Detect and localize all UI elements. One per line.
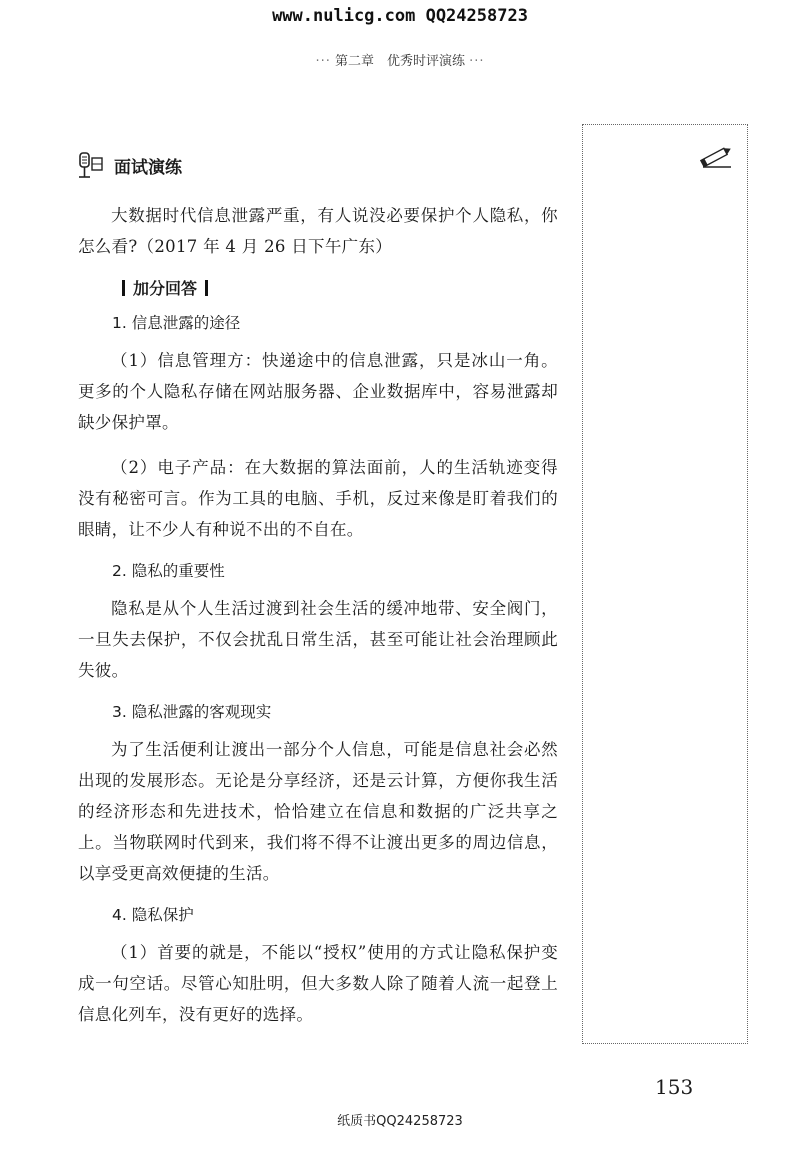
microphone-icon xyxy=(78,150,104,180)
paragraph-2: （2）电子产品：在大数据的算法面前，人的生活轨迹变得没有秘密可言。作为工具的电脑、手机，反过来像是盯着我们的眼睛，让不少人有种说不出的不自在。 xyxy=(78,458,558,539)
interview-question: 大数据时代信息泄露严重，有人说没必要保护个人隐私，你怎么看?（2017 年 4 月 26 日下午广东） xyxy=(78,206,558,256)
badge-label: 加分回答 xyxy=(133,279,198,298)
heading-4: 4. 隐私保护 xyxy=(112,906,194,924)
paragraph-5: （1）首要的就是，不能以“授权”使用的方式让隐私保护变成一句空话。尽管心知肚明，但大多数人除了随着人流一起登上信息化列车，没有更好的选择。 xyxy=(78,943,558,1024)
watermark: www.nulicg.com QQ24258723 xyxy=(272,6,528,26)
badge-bar-left xyxy=(122,280,125,296)
heading-2: 2. 隐私的重要性 xyxy=(112,562,225,580)
section-title xyxy=(78,150,558,180)
badge-bar-right xyxy=(205,280,208,296)
paragraph-3: 隐私是从个人生活过渡到社会生活的缓冲地带、安全阀门，一旦失去保护，不仅会扰乱日常生活，甚至可能让社会治理顾此失彼。 xyxy=(78,599,558,680)
bonus-answer-badge xyxy=(114,276,558,299)
notes-margin-box xyxy=(582,124,748,1044)
main-content xyxy=(78,150,558,1044)
paragraph-4: 为了生活便利让渡出一部分个人信息，可能是信息社会必然出现的发展形态。无论是分享经济，还是云计算，方便你我生活的经济形态和先进技术，恰恰建立在信息和数据的广泛共享之上。当物联网时代到来，我们将不得不让渡出更多的周边信息，以享受更高效便捷的生活。 xyxy=(78,740,558,883)
section-title-text: 面试演练 xyxy=(114,157,182,178)
heading-1: 1. 信息泄露的途径 xyxy=(112,314,241,332)
paragraph-1: （1）信息管理方：快递途中的信息泄露，只是冰山一角。更多的个人隐私存储在网站服务器、企业数据库中，容易泄露却缺少保护罩。 xyxy=(78,351,558,432)
chapter-title: 第二章 优秀时评演练 xyxy=(334,54,465,69)
header-dots-right: ··· xyxy=(469,54,485,69)
footer-watermark: 纸质书QQ24258723 xyxy=(337,1114,463,1129)
chapter-header xyxy=(0,50,800,69)
pencil-icon xyxy=(697,145,735,169)
header-dots-left: ··· xyxy=(315,54,331,69)
heading-3: 3. 隐私泄露的客观现实 xyxy=(112,703,272,721)
page-number: 153 xyxy=(655,1075,694,1099)
